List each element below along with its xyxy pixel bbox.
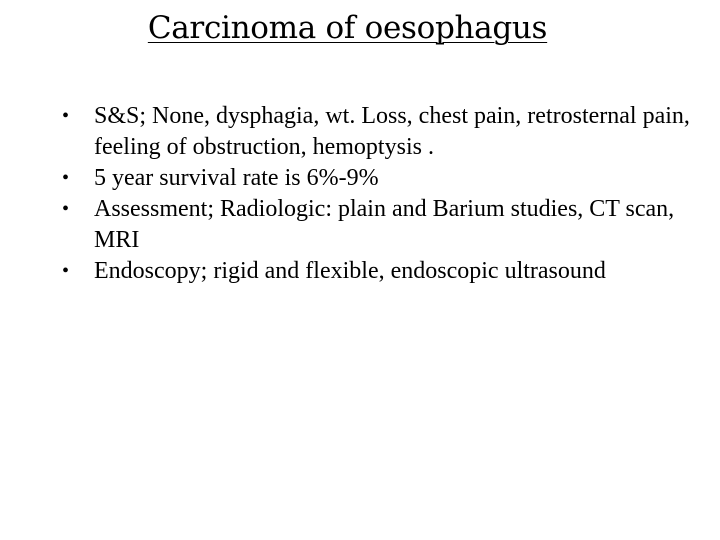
bullet-icon: • (62, 198, 70, 220)
bullet-item-symptoms (62, 101, 702, 163)
bullet-icon: • (62, 260, 70, 282)
bullet-text: S&S; None, dysphagia, wt. Loss, chest pain, retrosternal pain, feeling of obstruction, hemoptysis . (94, 103, 690, 160)
bullet-item-survival (62, 163, 702, 194)
bullet-list (62, 101, 702, 287)
bullet-item-endoscopy (62, 256, 702, 287)
bullet-text: Endoscopy; rigid and flexible, endoscopic ultrasound (94, 258, 606, 284)
bullet-icon: • (62, 167, 70, 189)
slide-title: Carcinoma of oesophagus (147, 10, 548, 46)
bullet-icon: • (62, 105, 70, 127)
bullet-text: Assessment; Radiologic: plain and Barium studies, CT scan, MRI (94, 196, 675, 253)
bullet-item-assessment (62, 194, 702, 256)
bullet-text: 5 year survival rate is 6%-9% (94, 165, 379, 191)
